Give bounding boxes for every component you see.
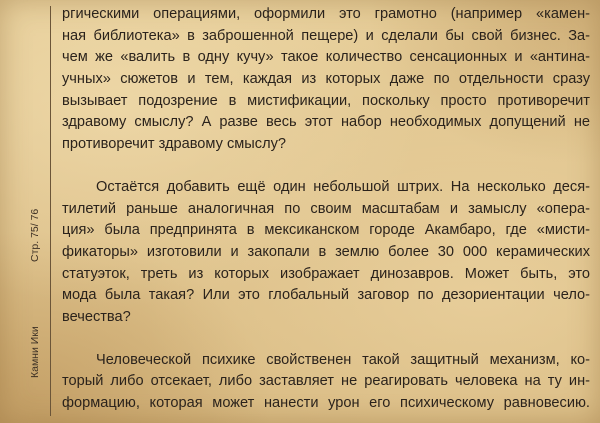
margin-rule: [50, 6, 51, 416]
paragraph-1: [62, 4, 590, 156]
text-line: торый либо отсекает, либо заставляет не реагировать человека на ту ин-: [62, 373, 590, 390]
text-line: мода была такая? Или это глобальный заговор по дезориентации чело-: [62, 287, 590, 304]
page-number-label: Стр. 75/ 76: [29, 208, 41, 262]
paragraph-spacer: [62, 329, 590, 350]
text-line: учных» сюжетов и тем, каждая из которых даже по отдельности сразу: [62, 71, 590, 88]
paragraph-2: [62, 177, 590, 329]
text-line: статуэток, треть из которых изображает динозавров. Может быть, это: [62, 265, 590, 282]
text-line: тилетий раньше аналогичная по своим масштабам и замыслу «опера-: [62, 200, 590, 217]
text-line: вызывает подозрение в мистификации, поскольку просто противоречит: [62, 92, 590, 109]
text-line: ргическими операциями, оформили это грамотно (например «камен-: [62, 6, 590, 22]
body-text: [62, 4, 590, 415]
author-label: Камни Ики: [29, 326, 41, 378]
text-line: ная библиотека» в заброшенной пещере) и сделали бы свой бизнес. За-: [62, 27, 590, 44]
text-line: здравому смыслу? А разве весь этот набор необходимых допущений не: [62, 114, 590, 131]
text-line: чем же «валить в одну кучу» такое количество сенсационных и «антина-: [62, 49, 590, 66]
paragraph-3: [62, 350, 590, 415]
text-line: ция» была предпринята в мексиканском городе Акамбаро, где «мисти-: [62, 222, 590, 239]
text-line: Человеческой психике свойственен такой защитный механизм, ко-: [96, 351, 590, 368]
text-line: вечества?: [62, 308, 131, 325]
text-line: противоречит здравому смыслу?: [62, 136, 287, 153]
text-line: формацию, которая может нанести урон его психическому равновесию.: [62, 395, 590, 411]
text-line: Остаётся добавить ещё один небольшой штрих. На несколько деся-: [96, 178, 590, 195]
text-line: фикаторы» изготовили и закопали в землю более 30 000 керамических: [62, 243, 590, 260]
paragraph-spacer: [62, 156, 590, 177]
